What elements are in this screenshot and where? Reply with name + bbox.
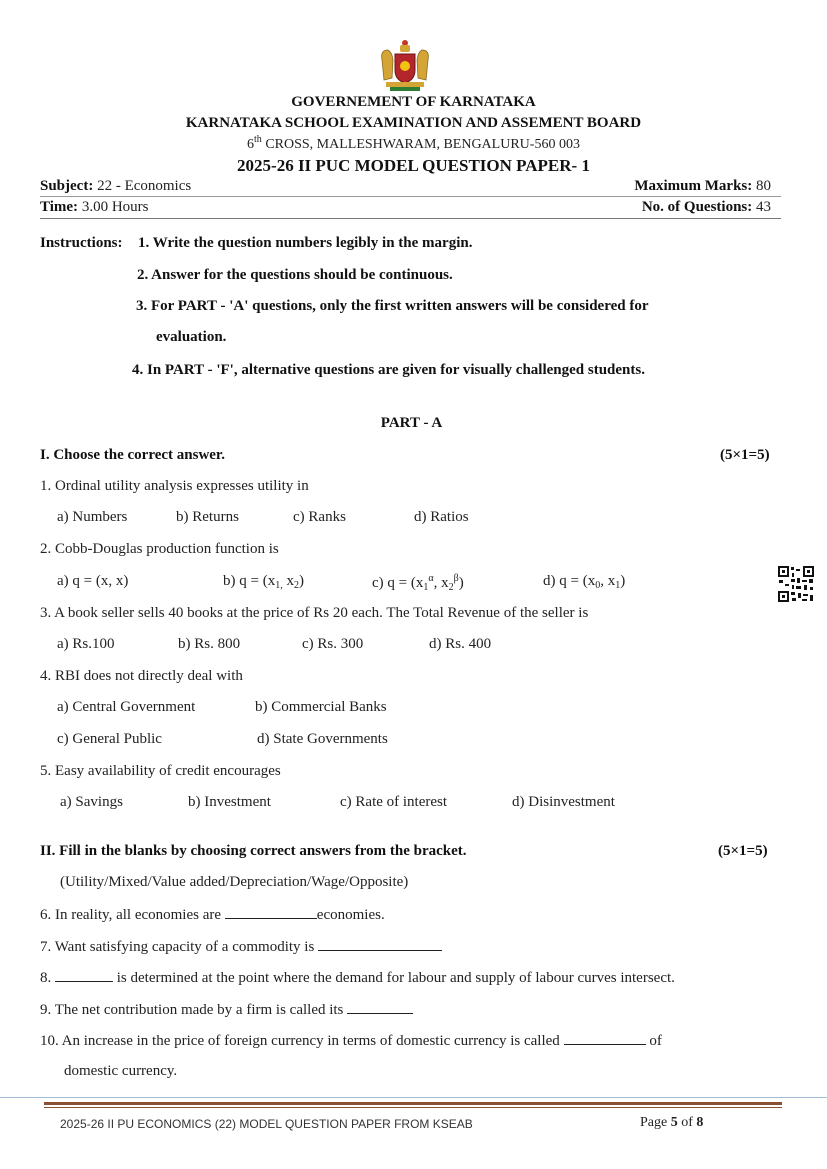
question-5: 5. Easy availability of credit encourages: [40, 763, 281, 779]
q8-blank: [55, 968, 113, 982]
section-2-heading: II. Fill in the blanks by choosing correct answers from the bracket.: [40, 843, 467, 859]
footer-rule-brown-thin: [44, 1107, 782, 1108]
q3-option-a: a) Rs.100: [57, 636, 115, 652]
q3-option-d: d) Rs. 400: [429, 636, 492, 652]
section-2-marks: (5×1=5): [718, 843, 768, 859]
meta-divider-top: [40, 196, 781, 197]
time-line: Time: 3.00 Hours: [40, 199, 149, 215]
q4-option-d: d) State Governments: [257, 731, 388, 747]
board-title: KARNATAKA SCHOOL EXAMINATION AND ASSEMENT BOARD: [185, 115, 642, 131]
section-1-heading: I. Choose the correct answer.: [40, 447, 225, 463]
q2-option-d: d) $q = (x_0$, $x_1$): [543, 573, 626, 591]
q5-option-a: a) Savings: [60, 794, 123, 810]
q1-option-d: d) Ratios: [414, 509, 469, 525]
q4-option-c: c) General Public: [57, 731, 162, 747]
meta-divider-bottom: [40, 218, 781, 219]
question-4: 4. RBI does not directly deal with: [40, 668, 243, 684]
q4-option-a: a) Central Government: [57, 699, 196, 715]
q10-blank: [564, 1031, 646, 1045]
question-7: 7. Want satisfying capacity of a commodity is: [40, 937, 442, 956]
part-a-title: PART - A: [380, 415, 443, 431]
footer-rule: [0, 1097, 827, 1098]
q3-option-b: b) Rs. 800: [178, 636, 241, 652]
answer-bracket: (Utility/Mixed/Value added/Depreciation/Wage/Opposite): [60, 874, 409, 890]
question-2: 2. Cobb-Douglas production function is: [40, 541, 279, 557]
karnataka-emblem: [376, 38, 434, 94]
question-10-continued: domestic currency.: [64, 1063, 178, 1079]
questions-count-line: No. of Questions: 43: [641, 199, 771, 215]
instruction-2: 2. Answer for the questions should be continuous.: [137, 267, 453, 283]
q1-option-c: c) Ranks: [293, 509, 346, 525]
q2-option-b: b) $q = (x_{1,}$ $x_2$): [223, 573, 304, 591]
question-9: 9. The net contribution made by a firm is called its: [40, 1000, 413, 1019]
footer-rule-brown: [44, 1102, 782, 1105]
subject-line: Subject: 22 - Economics: [40, 178, 192, 194]
board-address: 6th CROSS, MALLESHWARAM, BENGALURU-560 003: [247, 134, 580, 152]
instruction-3-continued: evaluation.: [156, 329, 227, 345]
q9-blank: [347, 1000, 413, 1014]
instruction-1: 1. Write the question numbers legibly in the margin.: [138, 235, 473, 251]
instruction-4: 4. In PART - 'F', alternative questions are given for visually challenged students.: [132, 362, 645, 378]
q7-blank: [318, 937, 442, 951]
question-3: 3. A book seller sells 40 books at the price of Rs 20 each. The Total Revenue of the seller is: [40, 605, 589, 621]
footer-paper-title: 2025-26 II PU ECONOMICS (22) MODEL QUESTION PAPER FROM KSEAB: [60, 1117, 473, 1131]
q6-blank: [225, 905, 317, 919]
q5-option-b: b) Investment: [188, 794, 271, 810]
question-10: 10. An increase in the price of foreign currency in terms of domestic currency is called of: [40, 1033, 662, 1049]
question-1: 1. Ordinal utility analysis expresses utility in: [40, 478, 309, 494]
section-1-marks: (5×1=5): [720, 447, 770, 463]
question-8: 8. is determined at the point where the demand for labour and supply of labour curves intersect.: [40, 970, 675, 986]
question-6: 6. In reality, all economies are economies.: [40, 907, 385, 923]
paper-title: 2025-26 II PUC MODEL QUESTION PAPER- 1: [237, 156, 590, 175]
q2-option-a: a) q = (x, x): [57, 573, 129, 589]
q1-option-a: a) Numbers: [57, 509, 128, 525]
instruction-3: 3. For PART - 'A' questions, only the first written answers will be considered for: [136, 298, 649, 314]
instructions-label: Instructions:: [40, 235, 123, 251]
qr-code: [777, 565, 815, 603]
q5-option-d: d) Disinvestment: [512, 794, 615, 810]
government-title: GOVERNEMENT OF KARNATAKA: [291, 94, 536, 110]
q2-option-c: c) $q = (x_1^\alpha$, $x_2^\beta$): [372, 573, 464, 593]
page-number: Page 5 of 8: [640, 1115, 704, 1130]
q5-option-c: c) Rate of interest: [340, 794, 448, 810]
q3-option-c: c) Rs. 300: [302, 636, 364, 652]
q1-option-b: b) Returns: [176, 509, 239, 525]
q4-option-b: b) Commercial Banks: [255, 699, 387, 715]
max-marks-line: Maximum Marks: 80: [634, 178, 771, 194]
